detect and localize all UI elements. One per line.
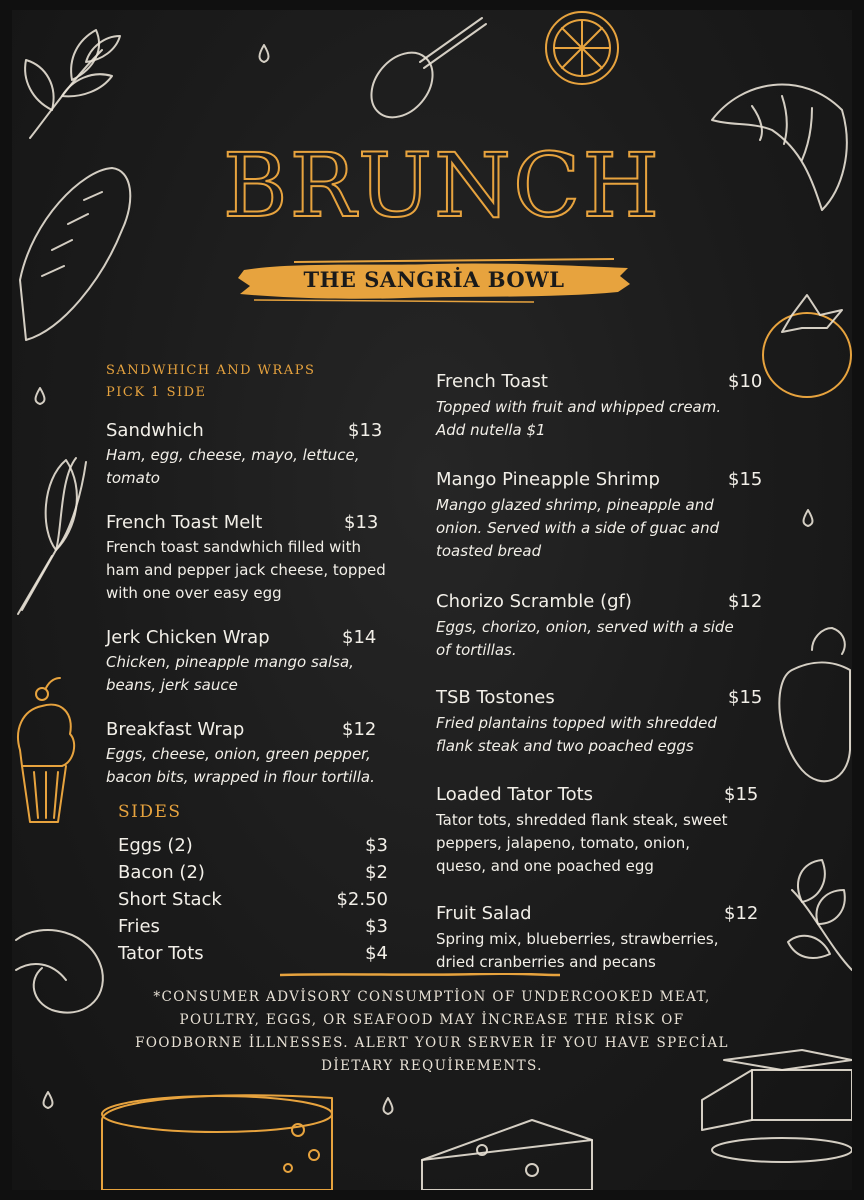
cheese-wheel-icon: [102, 1095, 332, 1190]
section-title: SANDWHICH AND WRAPS: [106, 363, 316, 378]
menu-title: BRUNCH: [222, 134, 662, 237]
menu-item-description: with one over easy egg: [106, 584, 282, 602]
restaurant-name: THE SANGRİA BOWL: [303, 267, 565, 292]
sides-title: SIDES: [118, 802, 182, 822]
side-item-price: $3: [365, 916, 388, 937]
bell-pepper-icon: [779, 628, 850, 781]
menu-item-description: flank steak and two poached eggs: [436, 737, 694, 755]
menu-item-price: $10: [728, 371, 763, 392]
menu-item-description: Mango glazed shrimp, pineapple and: [436, 496, 714, 514]
menu-item-description: of tortillas.: [436, 641, 517, 659]
side-item-name: Eggs (2): [118, 835, 193, 856]
advisory-line: POULTRY, EGGS, OR SEAFOOD MAY İNCREASE THE RİSK OF: [179, 1012, 685, 1028]
menu-item-description: Fried plantains topped with shredded: [436, 714, 717, 732]
tomato-icon: [763, 295, 851, 397]
side-item-price: $3: [365, 835, 388, 856]
menu-item-price: $15: [728, 687, 763, 708]
pretzel-icon: [16, 930, 103, 1013]
cupcake-icon: [18, 678, 74, 822]
menu-item-name: TSB Tostones: [436, 687, 555, 708]
menu-item-price: $13: [348, 420, 383, 441]
croissant-icon: [712, 85, 847, 210]
side-item-price: $4: [365, 943, 388, 964]
menu-item-description: toasted bread: [436, 542, 542, 560]
lemon-slice-icon: [546, 12, 618, 84]
menu-board: [12, 10, 852, 1190]
menu-item-description: ham and pepper jack cheese, topped: [106, 561, 386, 579]
gold-divider: [280, 973, 560, 977]
menu-item-price: $15: [724, 784, 759, 805]
menu-item-name: French Toast: [436, 371, 548, 392]
menu-item-name: Breakfast Wrap: [106, 719, 245, 740]
menu-item-price: $12: [724, 903, 759, 924]
menu-item-description: Spring mix, blueberries, strawberries,: [436, 930, 719, 948]
menu-item-description: peppers, jalapeno, tomato, onion,: [436, 834, 690, 852]
menu-item-description: beans, jerk sauce: [106, 676, 238, 694]
menu-item-name: Mango Pineapple Shrimp: [436, 469, 660, 490]
side-item-name: Fries: [118, 916, 160, 937]
menu-item-description: tomato: [106, 469, 160, 487]
menu-item-description: dried cranberries and pecans: [436, 953, 656, 971]
menu-item-name: Chorizo Scramble (gf): [436, 591, 632, 612]
side-item: [118, 886, 388, 913]
bread-loaf-icon: [20, 168, 130, 340]
menu-item-price: $12: [728, 591, 763, 612]
menu-item-description: Chicken, pineapple mango salsa,: [106, 653, 354, 671]
side-item-name: Bacon (2): [118, 862, 205, 883]
menu-item-price: $14: [342, 627, 377, 648]
side-item-price: $2.50: [336, 889, 388, 910]
menu-item-description: Eggs, chorizo, onion, served with a side: [436, 618, 734, 636]
spoon-icon: [359, 18, 486, 129]
cheese-wedge-icon: [422, 1120, 592, 1190]
advisory-line: *CONSUMER ADVİSORY CONSUMPTİON OF UNDERCOOKED MEAT,: [153, 989, 711, 1005]
menu-item-name: French Toast Melt: [106, 512, 263, 533]
menu-item-description: French toast sandwhich filled with: [106, 538, 361, 556]
menu-item-name: Jerk Chicken Wrap: [106, 627, 270, 648]
menu-item-description: Tator tots, shredded flank steak, sweet: [436, 811, 728, 829]
menu-item-description: Eggs, cheese, onion, green pepper,: [106, 745, 371, 763]
menu-item-price: $12: [342, 719, 377, 740]
menu-item-price: $15: [728, 469, 763, 490]
menu-item-name: Sandwhich: [106, 420, 204, 441]
menu-item-description: Topped with fruit and whipped cream.: [436, 398, 722, 416]
consumer-advisory: [102, 986, 762, 1078]
side-item: [118, 832, 388, 859]
menu-item-description: queso, and one poached egg: [436, 857, 654, 875]
side-item: [118, 859, 388, 886]
menu-item-price: $13: [344, 512, 379, 533]
side-item: [118, 913, 388, 940]
advisory-line: FOODBORNE İLLNESSES. ALERT YOUR SERVER İF YOU HAVE SPECİAL: [135, 1035, 729, 1051]
section-subtitle: PICK 1 SIDE: [106, 385, 207, 400]
menu-item-description: Add nutella $1: [436, 421, 546, 439]
leaf-branch-icon: [788, 860, 852, 970]
menu-item-name: Fruit Salad: [436, 903, 532, 924]
menu-item-description: Ham, egg, cheese, mayo, lettuce,: [106, 446, 360, 464]
leaf-icon: [25, 30, 120, 138]
restaurant-banner: [234, 256, 634, 304]
advisory-line: DİETARY REQUİREMENTS.: [321, 1058, 543, 1074]
side-item: [118, 940, 388, 967]
menu-item-description: bacon bits, wrapped in flour tortilla.: [106, 768, 375, 786]
whisk-icon: [18, 458, 86, 614]
menu-item-description: onion. Served with a side of guac and: [436, 519, 720, 537]
side-item-name: Tator Tots: [118, 943, 204, 964]
menu-item-name: Loaded Tator Tots: [436, 784, 594, 805]
side-item-price: $2: [365, 862, 388, 883]
side-item-name: Short Stack: [118, 889, 222, 910]
